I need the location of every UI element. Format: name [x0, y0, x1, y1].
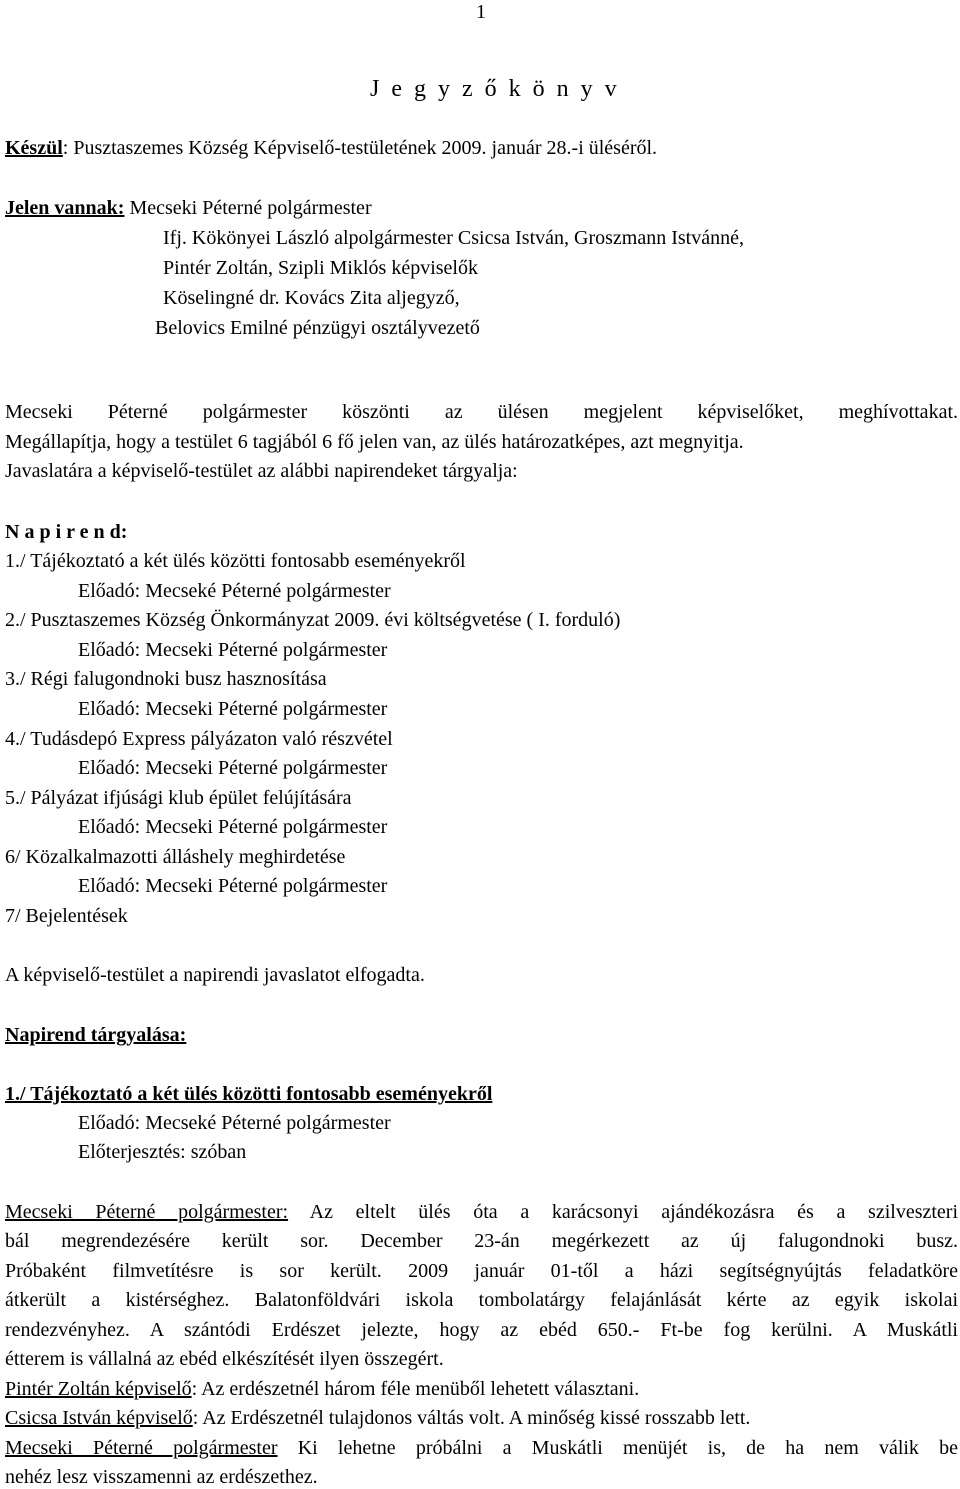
agenda-presenter: Előadó: Mecseki Péterné polgármester: [78, 875, 388, 897]
remark-line: [5, 1377, 639, 1401]
attendee-line: Ifj. Kökönyei László alpolgármester Csicsa István, Groszmann Istvánné,: [163, 227, 744, 249]
agenda-presenter: Előadó: Mecseki Péterné polgármester: [78, 757, 388, 779]
remark-line: [5, 1436, 958, 1460]
section-eloterjesztes: Előterjesztés: szóban: [78, 1141, 247, 1163]
remark-text: Ki lehetne próbálni a Muskátli menüjét is, de ha nem válik be: [277, 1437, 958, 1459]
agenda-item: 7/ Bejelentések: [5, 905, 128, 927]
remark-line: [5, 1406, 750, 1430]
keszul-text: : Pusztaszemes Község Képviselő-testületének 2009. január 28.-i üléséről.: [62, 137, 658, 159]
intro-line: Mecseki Péterné polgármester köszönti az ülésen megjelent képviselőket, meghívottakat.: [5, 401, 958, 423]
speaker-name: Mecseki Péterné polgármester: [5, 1437, 278, 1459]
keszul-label: Készül: [5, 137, 63, 159]
agenda-accepted: A képviselő-testület a napirendi javaslatot elfogadta.: [5, 964, 425, 986]
agenda-presenter: Előadó: Mecseki Péterné polgármester: [78, 816, 388, 838]
agenda-item: 4./ Tudásdepó Express pályázaton való részvétel: [5, 728, 393, 750]
keszul-line: [5, 136, 657, 160]
section-presenter: Előadó: Mecseké Péterné polgármester: [78, 1112, 391, 1134]
para-line: bál megrendezésére került sor. December 23-án megérkezett az új falugondnoki busz.: [5, 1230, 958, 1252]
intro-line: Megállapítja, hogy a testület 6 tagjából 6 fő jelen van, az ülés határozatképes, azt megnyitja.: [5, 431, 744, 453]
remark-line: nehéz lesz visszamenni az erdészethez.: [5, 1466, 318, 1488]
agenda-item: 5./ Pályázat ifjúsági klub épület felújítására: [5, 787, 352, 809]
agenda-presenter: Előadó: Mecseké Péterné polgármester: [78, 580, 391, 602]
para-line: Próbaként filmvetítésre is sor került. 2009 január 01-től a házi segítségnyújtás feladatköre: [5, 1260, 958, 1282]
para-text: Az eltelt ülés óta a karácsonyi ajándékozásra és a szilveszteri: [288, 1201, 959, 1223]
attendee-line: Pintér Zoltán, Szipli Miklós képviselők: [163, 257, 478, 279]
page-number: 1: [476, 1, 486, 23]
agenda-presenter: Előadó: Mecseki Péterné polgármester: [78, 698, 388, 720]
agenda-presenter: Előadó: Mecseki Péterné polgármester: [78, 639, 388, 661]
section-heading: 1./ Tájékoztató a két ülés közötti fontosabb eseményekről: [5, 1083, 493, 1105]
agenda-item: 1./ Tájékoztató a két ülés közötti fontosabb eseményekről: [5, 550, 466, 572]
intro-line: Javaslatára a képviselő-testület az alábbi napirendeket tárgyalja:: [5, 460, 518, 482]
attendee-line: Köselingné dr. Kovács Zita aljegyző,: [163, 287, 460, 309]
remark-text: : Az Erdészetnél tulajdonos váltás volt. A minőség kissé rosszabb lett.: [192, 1407, 751, 1429]
napirend-targyalasa-heading: Napirend tárgyalása:: [5, 1024, 187, 1046]
agenda-item: 6/ Közalkalmazotti álláshely meghirdetése: [5, 846, 346, 868]
para-line: étterem is vállalná az ebéd elkészítését ilyen összegért.: [5, 1348, 444, 1370]
para-line: [5, 1200, 958, 1224]
speaker-name: Pintér Zoltán képviselő: [5, 1378, 192, 1400]
document-title: J e g y z ő k ö n y v: [370, 76, 620, 102]
jelen-label: Jelen vannak:: [5, 197, 125, 219]
speaker-name: Mecseki Péterné polgármester:: [5, 1201, 289, 1223]
attendee-line: Mecseki Péterné polgármester: [129, 197, 372, 219]
agenda-item: 3./ Régi falugondnoki busz hasznosítása: [5, 668, 327, 690]
para-line: átkerült a kistérséghez. Balatonföldvári iskola tombolatárgy felajánlását kérte az egyik iskolai: [5, 1289, 958, 1311]
attendee-line: Belovics Emilné pénzügyi osztályvezető: [155, 317, 480, 339]
agenda-item: 2./ Pusztaszemes Község Önkormányzat 2009. évi költségvetése ( I. forduló): [5, 609, 621, 631]
jelen-line-1: [5, 196, 372, 220]
speaker-name: Csicsa István képviselő: [5, 1407, 193, 1429]
remark-text: : Az erdészetnél három féle menüből lehetett választani.: [191, 1378, 640, 1400]
para-line: rendezvényhez. A szántódi Erdészet jelezte, hogy az ebéd 650.- Ft-be fog kerülni. A Muskátli: [5, 1319, 958, 1341]
napirend-heading: N a p i r e n d:: [5, 521, 128, 543]
